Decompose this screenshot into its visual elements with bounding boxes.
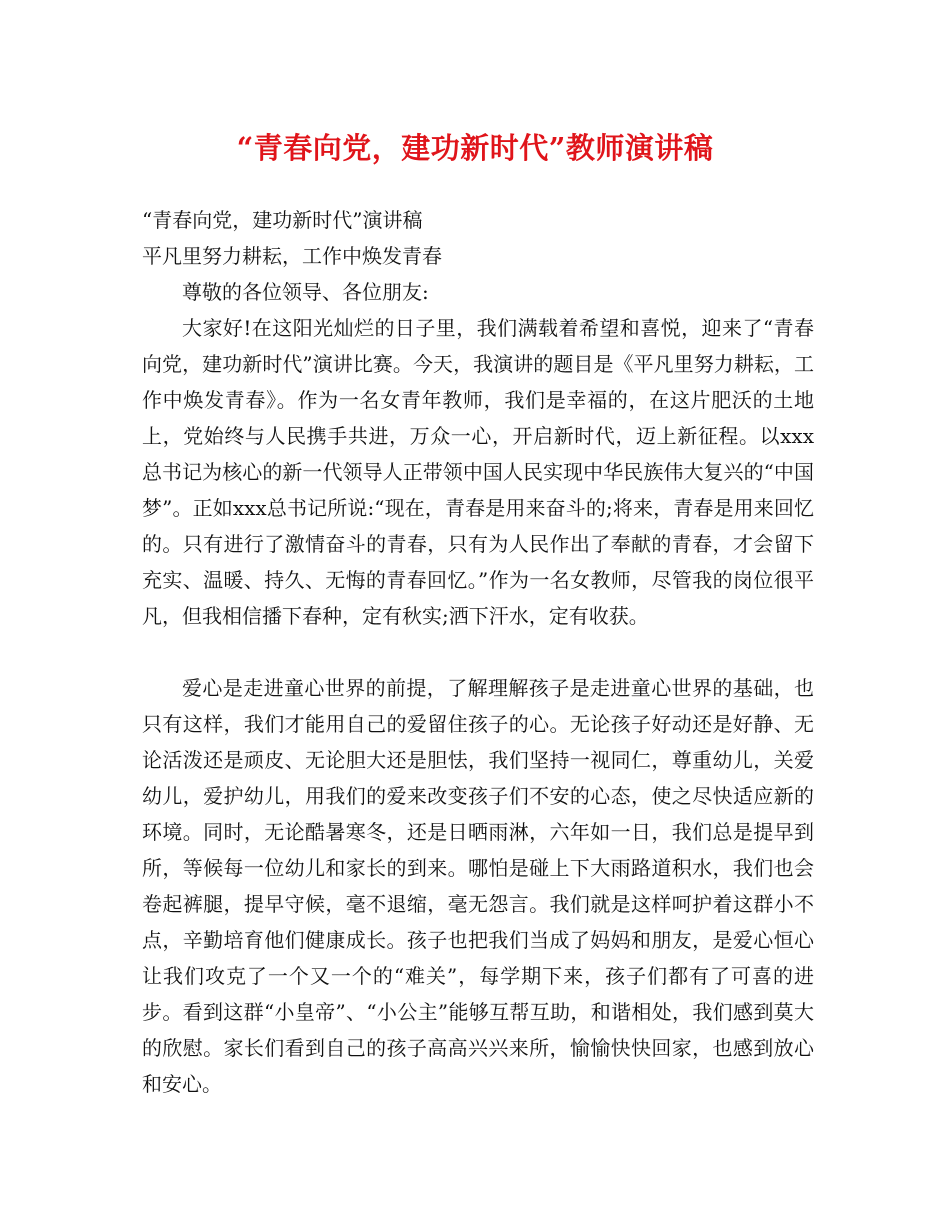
paragraph-1: 大家好!在这阳光灿烂的日子里，我们满载着希望和喜悦，迎来了“青春向党，建功新时代”演讲比赛。今天，我演讲的题目是《平凡里努力耕耘，工作中焕发青春》。作为一名女青年教师，我们是幸福的，在这片肥沃的土地上，党始终与人民携手共进，万众一心，开启新时代，迈上新征程。以xxx总书记为核心的新一代领导人正带领中国人民实现中华民族伟大复兴的“中国梦”。正如xxx总书记所说:“现在，青春是用来奋斗的;将来，青春是用来回忆的。只有进行了激情奋斗的青春，只有为人民作出了奉献的青春，才会留下充实、温暖、持久、无悔的青春回忆。”作为一名女教师，尽管我的岗位很平凡，但我相信播下春种，定有秋实;洒下汗水，定有收获。 (142, 316, 814, 628)
document-title: “青春向党，建功新时代”教师演讲稿 (236, 131, 714, 165)
subtitle-line-1: “青春向党，建功新时代”演讲稿 (142, 208, 423, 232)
body-section (142, 310, 814, 634)
paragraph-2: 爱心是走进童心世界的前提，了解理解孩子是走进童心世界的基础，也只有这样，我们才能用自己的爱留住孩子的心。无论孩子好动还是好静、无论活泼还是顽皮、无论胆大还是胆怯，我们坚持一视同仁，尊重幼儿，关爱幼儿，爱护幼儿，用我们的爱来改变孩子们不安的心态，使之尽快适应新的环境。同时，无论酷暑寒冬，还是日晒雨淋，六年如一日，我们总是提早到所，等候每一位幼儿和家长的到来。哪怕是碰上下大雨路道积水，我们也会卷起裤腿，提早守候，毫不退缩，毫无怨言。我们就是这样呵护着这群小不点，辛勤培育他们健康成长。孩子也把我们当成了妈妈和朋友，是爱心恒心让我们攻克了一个又一个的“难关”，每学期下来，孩子们都有了可喜的进步。看到这群“小皇帝”、“小公主”能够互帮互助，和谐相处，我们感到莫大的欣慰。家长们看到自己的孩子高高兴兴来所，愉愉快快回家，也感到放心和安心。 (142, 676, 814, 1096)
subtitle-line-2: 平凡里努力耕耘，工作中焕发青春 (142, 244, 442, 268)
body-section-2 (142, 670, 814, 1102)
greeting: 尊敬的各位领导、各位朋友: (182, 280, 429, 304)
